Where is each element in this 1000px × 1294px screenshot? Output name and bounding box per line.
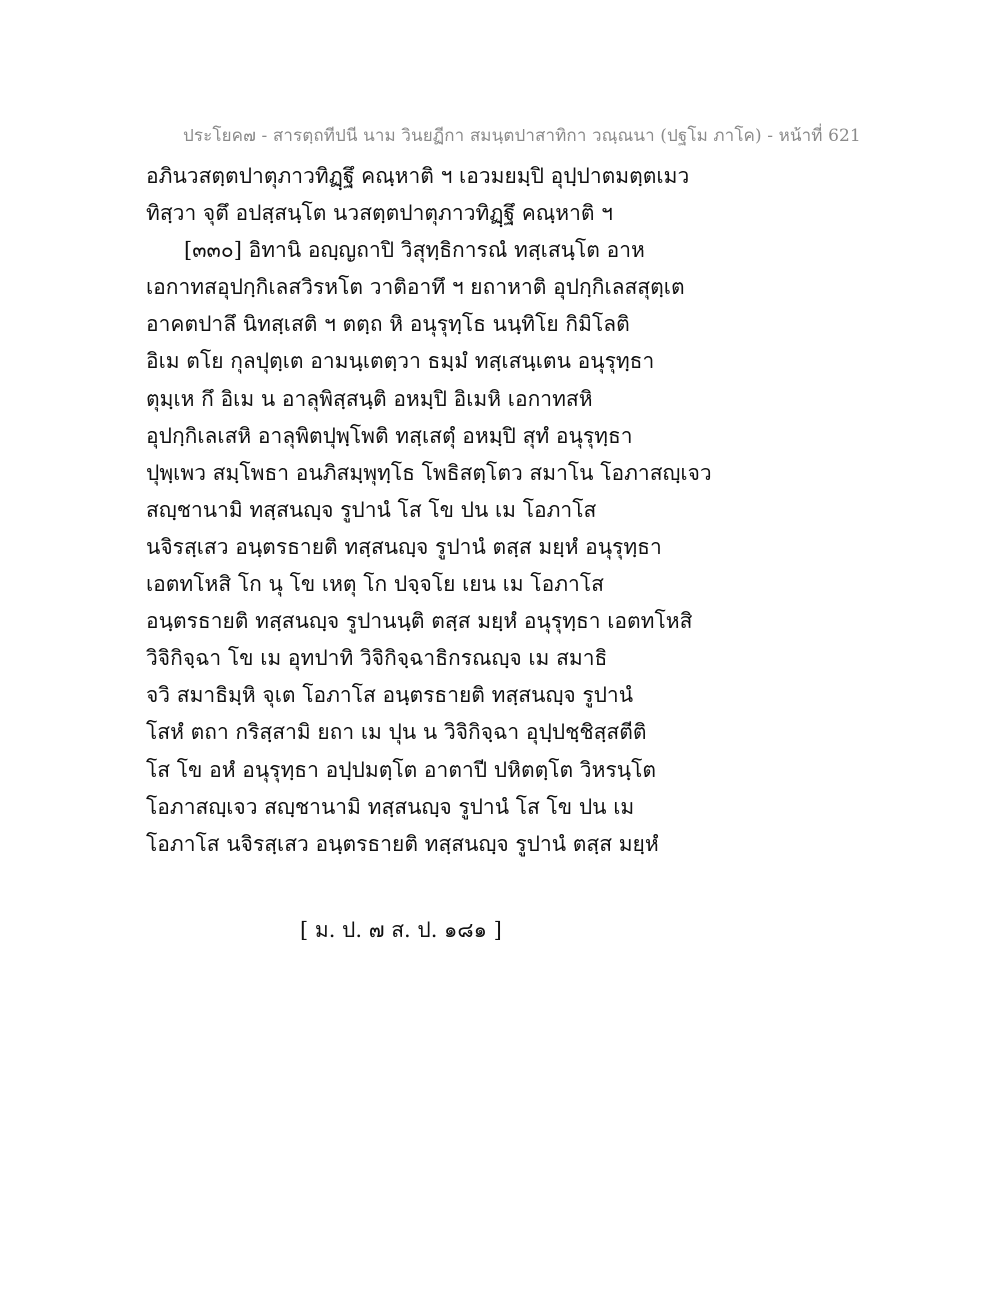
- text-line: อุปกฺกิเลเสหิ อาลุพิตปุพฺโพติ ทสฺเสตุํ อหมฺปิ สุทํ อนุรุทฺธา: [146, 423, 633, 448]
- text-line: จวิ สมาธิมฺหิ จุเต โอภาโส อนฺตรธายติ ทสฺสนญฺจ รูปานํ: [146, 683, 634, 708]
- text-line: อาคตปาลึ นิทสฺเสติ ฯ ตตฺถ หิ อนุรุทฺโธ นนฺทิโย กิมิโลติ: [146, 312, 630, 337]
- text-line: โอภาโส นจิรสฺเสว อนฺตรธายติ ทสฺสนญฺจ รูปานํ ตสฺส มยฺหํ: [146, 831, 659, 856]
- text-line: โสหํ ตถา กริสฺสามิ ยถา เม ปุน น วิจิกิจฺฉา อุปฺปชฺชิสฺสตีติ: [146, 720, 647, 745]
- text-line: เอกาทสอุปกฺกิเลสวิรหโต วาติอาทึ ฯ ยถาหาติ อุปกฺกิเลสสุตฺเต: [146, 275, 685, 300]
- text-line: เอตทโหสิ โก นุ โข เหตุ โก ปจฺจโย เยน เม โอภาโส: [146, 572, 604, 597]
- text-line: โส โข อหํ อนุรุทฺธา อปฺปมตฺโต อาตาปี ปหิตตฺโต วิหรนฺโต: [146, 757, 656, 782]
- text-line: อภินวสตฺตปาตุภาวทิฏฺฐึ คณฺหาติ ฯ เอวมยมฺปิ อุปฺปาตมตฺตเมว: [146, 164, 690, 188]
- text-line: ปุพฺเพว สมฺโพธา อนภิสมฺพุทฺโธ โพธิสตฺโตว สมาโน โอภาสญฺเจว: [146, 460, 712, 485]
- text-line: นจิรสฺเสว อนฺตรธายติ ทสฺสนญฺจ รูปานํ ตสฺส มยฺหํ อนุรุทฺธา: [146, 534, 662, 559]
- text-line: สญฺชานามิ ทสฺสนญฺจ รูปานํ โส โข ปน เม โอภาโส: [146, 497, 597, 522]
- text-line: โอภาสญฺเจว สญฺชานามิ ทสฺสนญฺจ รูปานํ โส โข ปน เม: [146, 794, 635, 819]
- text-line: อนฺตรธายติ ทสฺสนญฺจ รูปานนฺติ ตสฺส มยฺหํ อนุรุทฺธา เอตทโหสิ: [146, 609, 693, 634]
- body-text: [146, 158, 712, 863]
- source-reference: [ ม. ป. ๗ ส. ป. ๑๘๑ ]: [300, 918, 502, 942]
- text-line: ทิสฺวา จุตึ อปสฺสนฺโต นวสตฺตปาตุภาวทิฏฺฐึ คณฺหาติ ฯ: [146, 201, 613, 226]
- text-line: ตุมฺเห กึ อิเม น อาลุพิสฺสนฺติ อหมฺปิ อิเมหิ เอกาทสหิ: [146, 386, 593, 411]
- running-header: ประโยค๗ - สารตฺถทีปนี นาม วินยฏีกา สมนฺตปาสาทิกา วณฺณนา (ปฐโม ภาโค) - หน้าที่ 621: [183, 126, 861, 146]
- text-line: วิจิกิจฺฉา โข เม อุทปาทิ วิจิกิจฺฉาธิกรณญฺจ เม สมาธิ: [146, 646, 608, 671]
- paragraph-start-line: [๓๓๐] อิทานิ อญฺญถาปิ วิสุทฺธิการณํ ทสฺเสนฺโต อาห: [184, 238, 645, 263]
- text-line: อิเม ตโย กุลปุตฺเต อามนฺเตตฺวา ธมฺมํ ทสฺเสนฺเตน อนุรุทฺธา: [146, 349, 655, 374]
